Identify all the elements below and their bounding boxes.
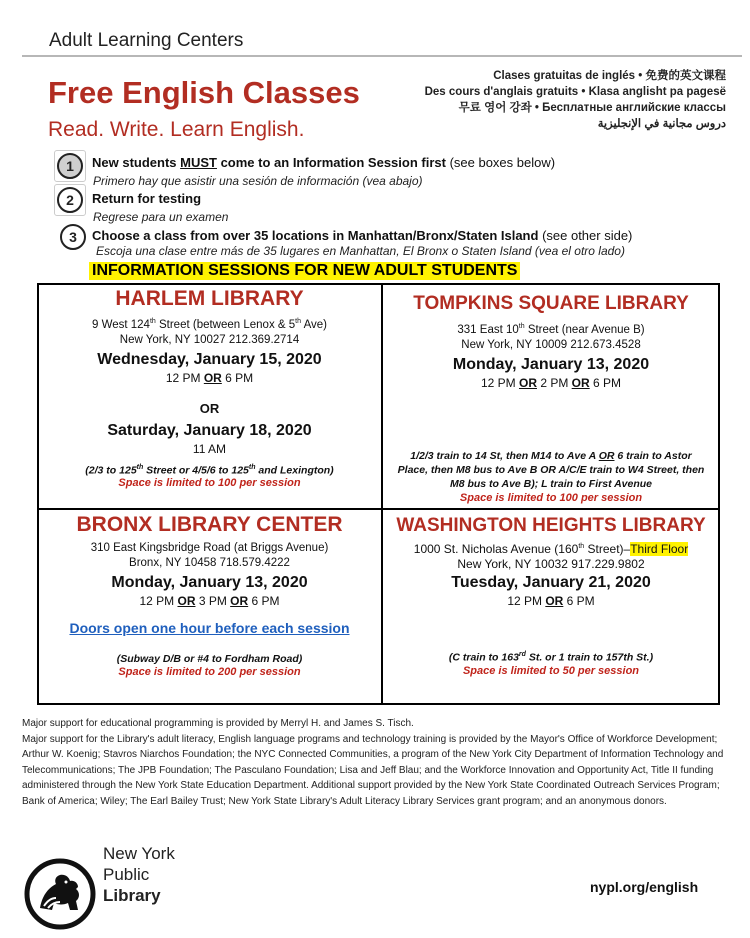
session-times: [384, 376, 718, 390]
washington-heights-session-card: [384, 515, 718, 677]
addr-sup: th: [295, 318, 302, 325]
transit-part: and Lexington): [255, 464, 334, 477]
time-part: 12 PM: [480, 375, 519, 390]
step-2-subtext: Regrese para un examen: [93, 210, 229, 224]
session-date: Wednesday, January 15, 2020: [97, 350, 322, 368]
transit-part: (2/3 to 125: [85, 464, 137, 477]
step-1-text: [92, 155, 555, 170]
lion-icon: [24, 858, 96, 930]
time-part: 6 PM: [563, 594, 595, 608]
transit-sup: th: [248, 463, 256, 471]
addr-part: 331 East 10: [457, 323, 519, 336]
session-times: [40, 371, 379, 385]
capacity-note: Space is limited to 100 per session: [118, 477, 301, 490]
transit-line: [384, 449, 718, 463]
time-part: 3 PM: [195, 594, 231, 608]
translations-block: [420, 68, 726, 132]
transit-line: M8 bus to Ave B); L train to First Avenue: [449, 478, 653, 490]
step-3-note: (see other side): [538, 228, 633, 243]
library-address-line1: [40, 314, 379, 333]
grid-vertical-divider: [381, 283, 383, 705]
nypl-url-link[interactable]: nypl.org/english: [590, 879, 699, 895]
library-address-line1: 310 East Kingsbridge Road (at Briggs Avenue): [90, 542, 329, 554]
session-date: Saturday, January 18, 2020: [107, 421, 312, 439]
page-subtitle: Read. Write. Learn English.: [48, 118, 305, 141]
step-1-number-icon: 1: [57, 153, 83, 179]
transit-part: 6 train to Astor: [614, 450, 692, 462]
capacity-note: Space is limited to 200 per session: [118, 666, 301, 678]
step-2-number-icon: 2: [57, 187, 83, 213]
or-divider-text: OR: [199, 400, 220, 416]
library-address-line2: New York, NY 10009 212.673.4528: [461, 338, 641, 351]
or-separator: OR: [571, 375, 590, 390]
time-part: 6 PM: [248, 594, 280, 608]
library-name: HARLEM LIBRARY: [115, 287, 304, 310]
nypl-wordmark: [103, 843, 175, 906]
library-address-line1: [384, 319, 718, 338]
third-floor-highlight: Third Floor: [630, 542, 689, 556]
library-address-line2: New York, NY 10027 212.369.2714: [119, 333, 300, 346]
step-3-text: [92, 228, 632, 243]
org-header: Adult Learning Centers: [49, 30, 244, 51]
step-3-number-icon: 3: [60, 224, 86, 250]
step-2-text: Return for testing: [92, 191, 202, 206]
header-divider: [22, 55, 742, 57]
tompkins-transit: [384, 449, 718, 505]
step-1-note: (see boxes below): [445, 155, 556, 170]
library-name: TOMPKINS SQUARE LIBRARY: [413, 293, 689, 314]
transit-directions: [384, 648, 718, 665]
bronx-session-card: [40, 513, 379, 678]
addr-sup: th: [518, 323, 525, 330]
session-date: Tuesday, January 21, 2020: [451, 574, 651, 591]
library-name: BRONX LIBRARY CENTER: [76, 513, 343, 536]
or-separator: OR: [598, 450, 615, 462]
transit-part: St. or 1 train to 157th St.): [525, 651, 654, 664]
library-address-line1: [384, 539, 718, 557]
transit-directions: [40, 461, 379, 478]
time-part: 12 PM: [165, 370, 204, 385]
transit-part: 1/2/3 train to 14 St, then M14 to Ave A: [410, 450, 599, 462]
doors-open-note: Doors open one hour before each session: [69, 620, 350, 636]
transit-part: (C train to 163: [448, 651, 519, 664]
translation-line: Clases gratuitas de inglés • 免费的英文课程: [493, 70, 726, 82]
addr-sup: th: [149, 318, 156, 325]
step-1-emphasis: MUST: [180, 155, 217, 170]
time-part: 6 PM: [589, 375, 622, 390]
transit-line: Place, then M8 bus to Ave B OR A/C/E train to W4 Street, then: [397, 464, 705, 476]
info-sessions-banner: INFORMATION SESSIONS FOR NEW ADULT STUDENTS: [89, 262, 520, 280]
time-part: 12 PM: [139, 594, 178, 608]
or-separator: OR: [203, 370, 222, 385]
session-times: 11 AM: [192, 441, 227, 456]
translation-line: دروس مجانية في الإنجليزية: [597, 118, 726, 130]
wordmark-line: Library: [103, 886, 161, 905]
page-title: Free English Classes: [48, 75, 360, 110]
sponsor-fine-print: [22, 716, 734, 809]
session-date: Monday, January 13, 2020: [111, 574, 308, 591]
session-times: [40, 594, 379, 608]
session-date: Monday, January 13, 2020: [452, 355, 650, 373]
time-part: 2 PM: [536, 375, 572, 390]
transit-part: Street or 4/5/6 to 125: [143, 464, 249, 477]
step-1-post: come to an Information Session first: [216, 155, 446, 170]
wordmark-line: New York: [103, 844, 175, 863]
addr-part: 1000 St. Nicholas Avenue (160: [413, 542, 579, 556]
library-name: WASHINGTON HEIGHTS LIBRARY: [396, 515, 706, 536]
sponsor-paragraph: Major support for educational programming is provided by Merryl H. and James S. Tisch.: [22, 718, 414, 729]
library-address-line2: Bronx, NY 10458 718.579.4222: [129, 557, 290, 569]
translation-line: 무료 영어 강좌 • Бесплатные английские классы: [458, 102, 726, 114]
wordmark-line: Public: [103, 865, 150, 884]
library-address-line2: New York, NY 10032 917.229.9802: [457, 557, 645, 571]
tompkins-session-card: [384, 293, 718, 390]
capacity-note: Space is limited to 100 per session: [459, 492, 643, 504]
or-separator: OR: [545, 594, 564, 608]
session-times: [384, 594, 718, 608]
addr-part: Street (between Lenox & 5: [155, 318, 296, 331]
step-1-subtext: Primero hay que asistir una sesión de información (vea abajo): [93, 174, 423, 188]
sponsor-paragraph: Major support for the Library's adult literacy, English language programs and technology training is provided by the Mayor's Office of Workforce Development; Arthur W. Koenig; Stavros Niarchos Foundation; the NYC Connected Communities, a program of the New York City Department of Information Technology and Telecommunications; The JPB Foundation; The Pasculano Foundation; Lisa and Jeff Blau; and the Workforce Innovation and Opportunity Act, Title II funding administered through the New York State Education Department. Additional support provided by the New York State Coordinated Outreach Services Program; Bank of America; Wiley; The Earl Bailey Trust; New York State Library's Adult Literacy Library Services grant program; and an anonymous donors.: [22, 733, 724, 807]
addr-part: 9 West 124: [91, 318, 150, 331]
or-separator: OR: [230, 594, 249, 608]
capacity-note: Space is limited to 50 per session: [462, 664, 640, 677]
time-part: 6 PM: [221, 370, 254, 385]
transit-directions: (Subway D/B or #4 to Fordham Road): [116, 653, 303, 665]
grid-horizontal-divider: [37, 508, 720, 510]
or-separator: OR: [518, 375, 537, 390]
transit-sup: th: [136, 463, 144, 471]
time-part: 12 PM: [507, 594, 546, 608]
addr-sup: th: [578, 543, 585, 550]
or-separator: OR: [177, 594, 196, 608]
step-1-pre: New students: [92, 155, 181, 170]
step-3-main: Choose a class from over 35 locations in Manhattan/Bronx/Staten Island: [92, 228, 539, 243]
addr-part: Ave): [301, 318, 328, 331]
addr-part: Street)–: [584, 542, 631, 556]
translation-line: Des cours d'anglais gratuits • Klasa anglisht pa pagesë: [424, 86, 726, 98]
transit-sup: rd: [518, 651, 526, 658]
harlem-session-card: [40, 287, 379, 489]
addr-part: Street (near Avenue B): [524, 323, 645, 336]
step-3-subtext: Escoja una clase entre más de 35 lugares en Manhattan, El Bronx o Staten Island (vea el otro lado): [96, 244, 625, 258]
